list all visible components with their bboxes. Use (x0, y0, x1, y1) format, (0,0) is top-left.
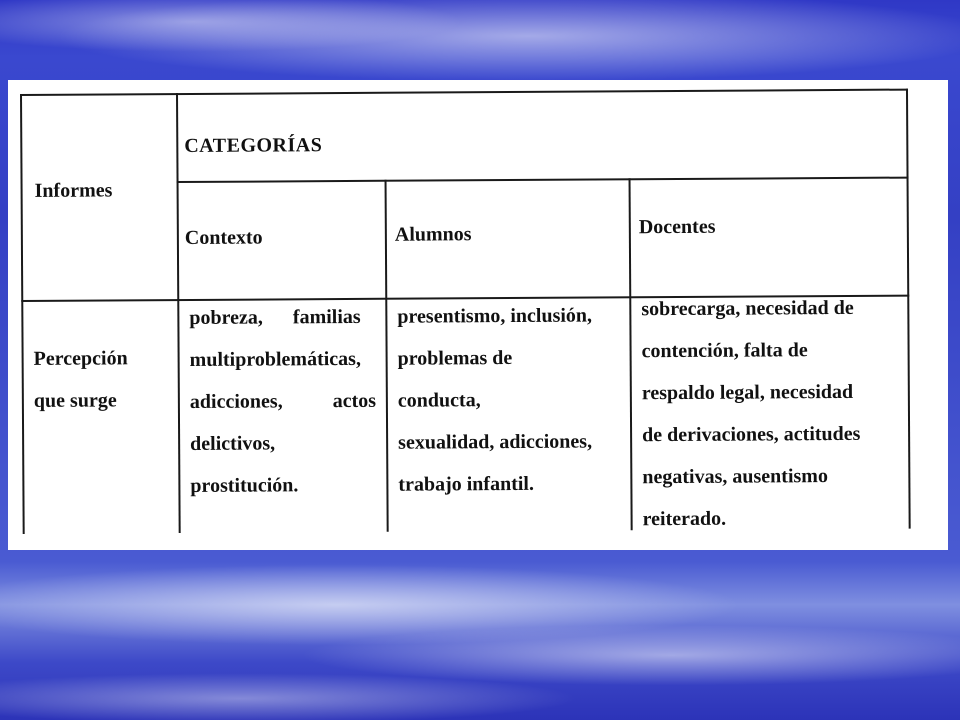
categorias-header: CATEGORÍAS (184, 134, 323, 157)
contexto-alumnos-divider (385, 180, 389, 532)
contexto-cell (189, 296, 380, 507)
cell-line: reiterado. (642, 507, 727, 531)
categories-table (20, 89, 921, 534)
group-header-divider (177, 177, 909, 183)
alumnos-cell (397, 294, 626, 505)
cell-line: pobreza, familias (189, 305, 361, 329)
cell-line: contención, falta de (641, 339, 808, 363)
cell-line: respaldo legal, necesidad (641, 380, 854, 405)
docentes-header: Docentes (638, 215, 716, 239)
cell-line: conducta, (397, 389, 481, 412)
row-label-que-surge: que surge (33, 389, 117, 412)
cell-line: delictivos, (190, 432, 276, 455)
cell-line: sexualidad, adicciones, (398, 430, 593, 454)
scanned-table-image (8, 80, 948, 550)
table-right-border (906, 89, 911, 529)
table-top-border (20, 89, 908, 96)
alumnos-docentes-divider (629, 178, 633, 530)
informes-header: Informes (34, 179, 113, 202)
docentes-cell (641, 287, 905, 541)
cell-line: sobrecarga, necesidad de (641, 296, 854, 321)
cell-line: trabajo infantil. (398, 472, 535, 496)
contexto-header: Contexto (184, 226, 263, 249)
cell-line: problemas de (397, 346, 513, 370)
row-label-percepcion: Percepción (33, 347, 128, 370)
cell-line: de derivaciones, actitudes (642, 422, 861, 447)
first-column-divider (176, 93, 181, 533)
alumnos-header: Alumnos (394, 223, 472, 246)
cell-line: adicciones, actos (189, 389, 377, 413)
cell-line: negativas, ausentismo (642, 465, 828, 489)
table-left-border (20, 94, 25, 534)
cell-line: multiproblemáticas, (189, 347, 361, 371)
cell-line: prostitución. (190, 474, 299, 497)
cell-line: presentismo, inclusión, (397, 304, 593, 328)
